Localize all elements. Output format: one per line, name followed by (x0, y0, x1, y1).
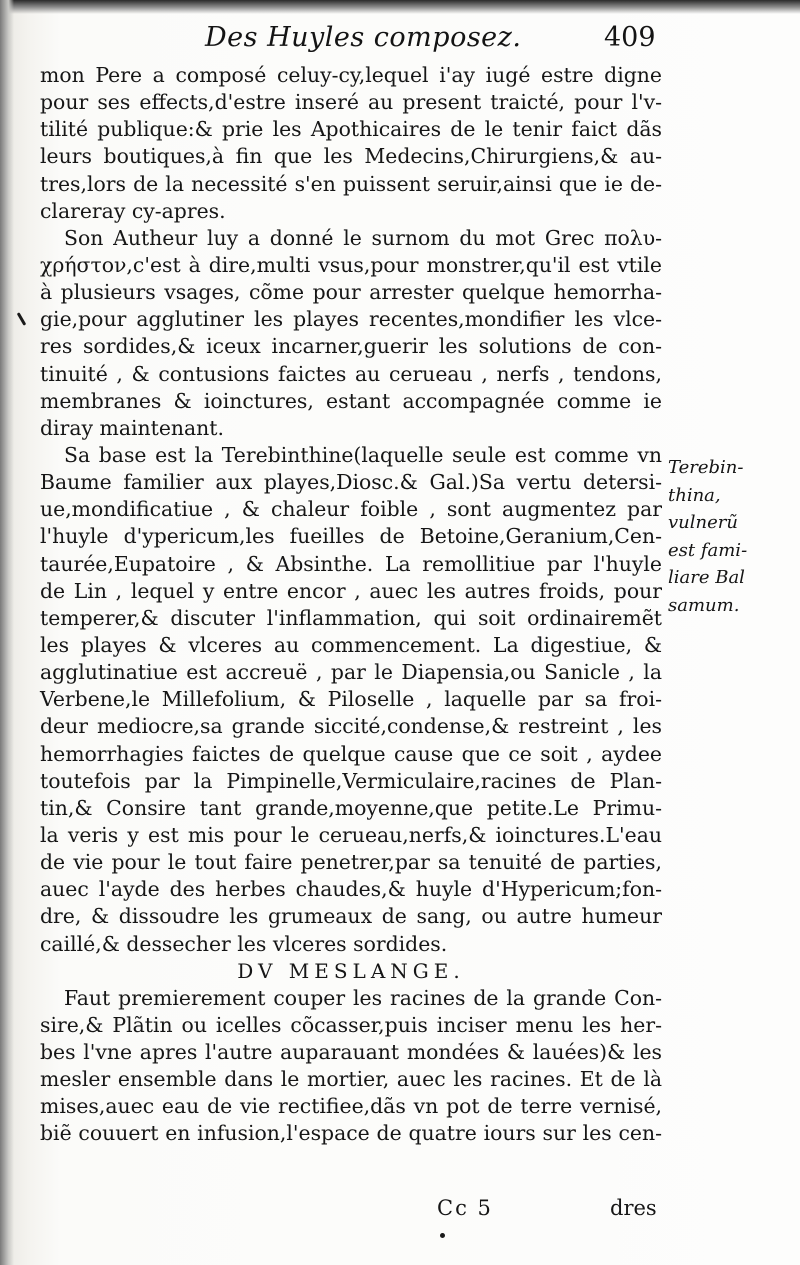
text-line: res sordides,& iceux incarner,guerir les solutions de con- (40, 334, 662, 359)
page-top-edge-shadow (0, 0, 800, 14)
marginal-note-line: samum. (668, 594, 740, 616)
paragraph-start-line: Son Autheur luy a donné le surnom du mot Grec πολυ- (64, 225, 662, 250)
text-line: ue,mondificatiue , & chaleur foible , sont augmentez par (40, 497, 662, 522)
text-line: agglutinatiue est accreuë , par le Diapensia,ou Sanicle , la (40, 660, 662, 685)
text-line: mon Pere a composé celuy-cy,lequel i'ay iugé estre digne (40, 63, 662, 87)
marginal-note-line: est fami- (668, 539, 748, 561)
text-line: deur mediocre,sa grande siccité,condense,& restreint , les (40, 714, 662, 739)
page-header (0, 22, 800, 62)
marginal-note-line: vulnerũ (668, 512, 738, 533)
page-footer (0, 1196, 800, 1236)
text-line: mises,auec eau de vie rectifiee,dãs vn pot de terre vernisé, (40, 1094, 662, 1119)
running-title: Des Huyles composez. (205, 22, 522, 53)
text-line: taurée,Eupatoire , & Absinthe. La remollitiue par l'huyle (40, 551, 662, 576)
text-line: toutefois par la Pimpinelle,Vermiculaire,racines de Plan- (40, 768, 662, 793)
paragraph-start-line: Faut premierement couper les racines de la grande Con- (64, 985, 662, 1010)
marginal-note (668, 454, 796, 619)
ink-speck (440, 1233, 445, 1238)
page-number: 409 (604, 22, 656, 53)
main-text-block (40, 62, 662, 1148)
section-heading: DV MESLANGE. (237, 958, 465, 983)
text-line: pour ses effects,d'estre inseré au present traicté, pour l'v- (40, 90, 662, 115)
text-line: la veris y est mis pour le cerueau,nerfs,& ioinctures.L'eau (40, 822, 662, 847)
text-line: de Lin , lequel y entre encor , auec les autres froids, pour (40, 578, 662, 603)
text-line: Baume familier aux playes,Diosc.& Gal.)Sa vertu detersi- (40, 470, 662, 495)
text-line: hemorrhagies faictes de quelque cause que ce soit , aydee (40, 741, 662, 766)
text-line: tres,lors de la necessité s'en puissent seruir,ainsi que ie de- (40, 171, 662, 196)
text-line: de vie pour le tout faire penetrer,par sa tenuité de parties, (40, 850, 662, 875)
marginal-note-line: liare Bal (668, 567, 745, 588)
text-line: tilité publique:& prie les Apothicaires de le tenir faict dãs (40, 117, 662, 142)
text-line: tinuité , & contusions faictes au cerueau , nerfs , tendons, (40, 361, 662, 386)
text-line: clareray cy-apres. (40, 198, 226, 223)
marginal-note-line: thina, (668, 484, 721, 506)
text-line: dre, & dissoudre les grumeaux de sang, ou autre humeur (40, 904, 662, 929)
text-line: membranes & ioinctures, estant accompagnée comme ie (40, 388, 662, 413)
ink-speck (17, 312, 27, 326)
paragraph-start-line: Sa base est la Terebinthine(laquelle seule est comme vn (64, 442, 662, 467)
page-left-edge-shadow (0, 0, 14, 1265)
marginal-note-line: Terebin- (668, 457, 744, 478)
text-line: gie,pour agglutiner les playes recentes,mondifier les vlce- (40, 307, 662, 332)
text-line: à plusieurs vsages, cõme pour arrester quelque hemorrha- (40, 280, 662, 305)
text-line: l'huyle d'ypericum,les fueilles de Betoine,Geranium,Cen- (40, 524, 662, 549)
text-line: sire,& Plãtin ou icelles cõcasser,puis inciser menu les her- (40, 1012, 662, 1037)
text-line: diray maintenant. (40, 415, 224, 440)
text-line: mesler ensemble dans le mortier, auec les racines. Et de là (40, 1067, 662, 1092)
text-line: leurs boutiques,à fin que les Medecins,Chirurgiens,& au- (40, 144, 662, 169)
text-line: tin,& Consire tant grande,moyenne,que petite.Le Primu- (40, 795, 662, 820)
signature-mark: Cc 5 (437, 1196, 493, 1220)
text-line: les playes & vlceres au commencement. La digestiue, & (40, 632, 662, 657)
text-line: biẽ couuert en infusion,l'espace de quatre iours sur les cen- (40, 1121, 662, 1146)
text-line: caillé,& dessecher les vlceres sordides. (40, 931, 448, 956)
text-line: Verbene,le Millefolium, & Pilosellе , laquelle par sa froi- (40, 687, 662, 712)
text-line: bes l'vne apres l'autre auparauant mondées & lauées)& les (40, 1040, 662, 1065)
catchword: dres (610, 1196, 657, 1220)
text-line: temperer,& discuter l'inflammation, qui soit ordinairemẽt (40, 605, 662, 630)
text-line: χρήστον,c'est à dire,multi vsus,pour monstrer,qu'il est vtile (40, 252, 662, 277)
text-line: auec l'ayde des herbes chaudes,& huyle d'Hypericum;fon- (40, 877, 662, 902)
